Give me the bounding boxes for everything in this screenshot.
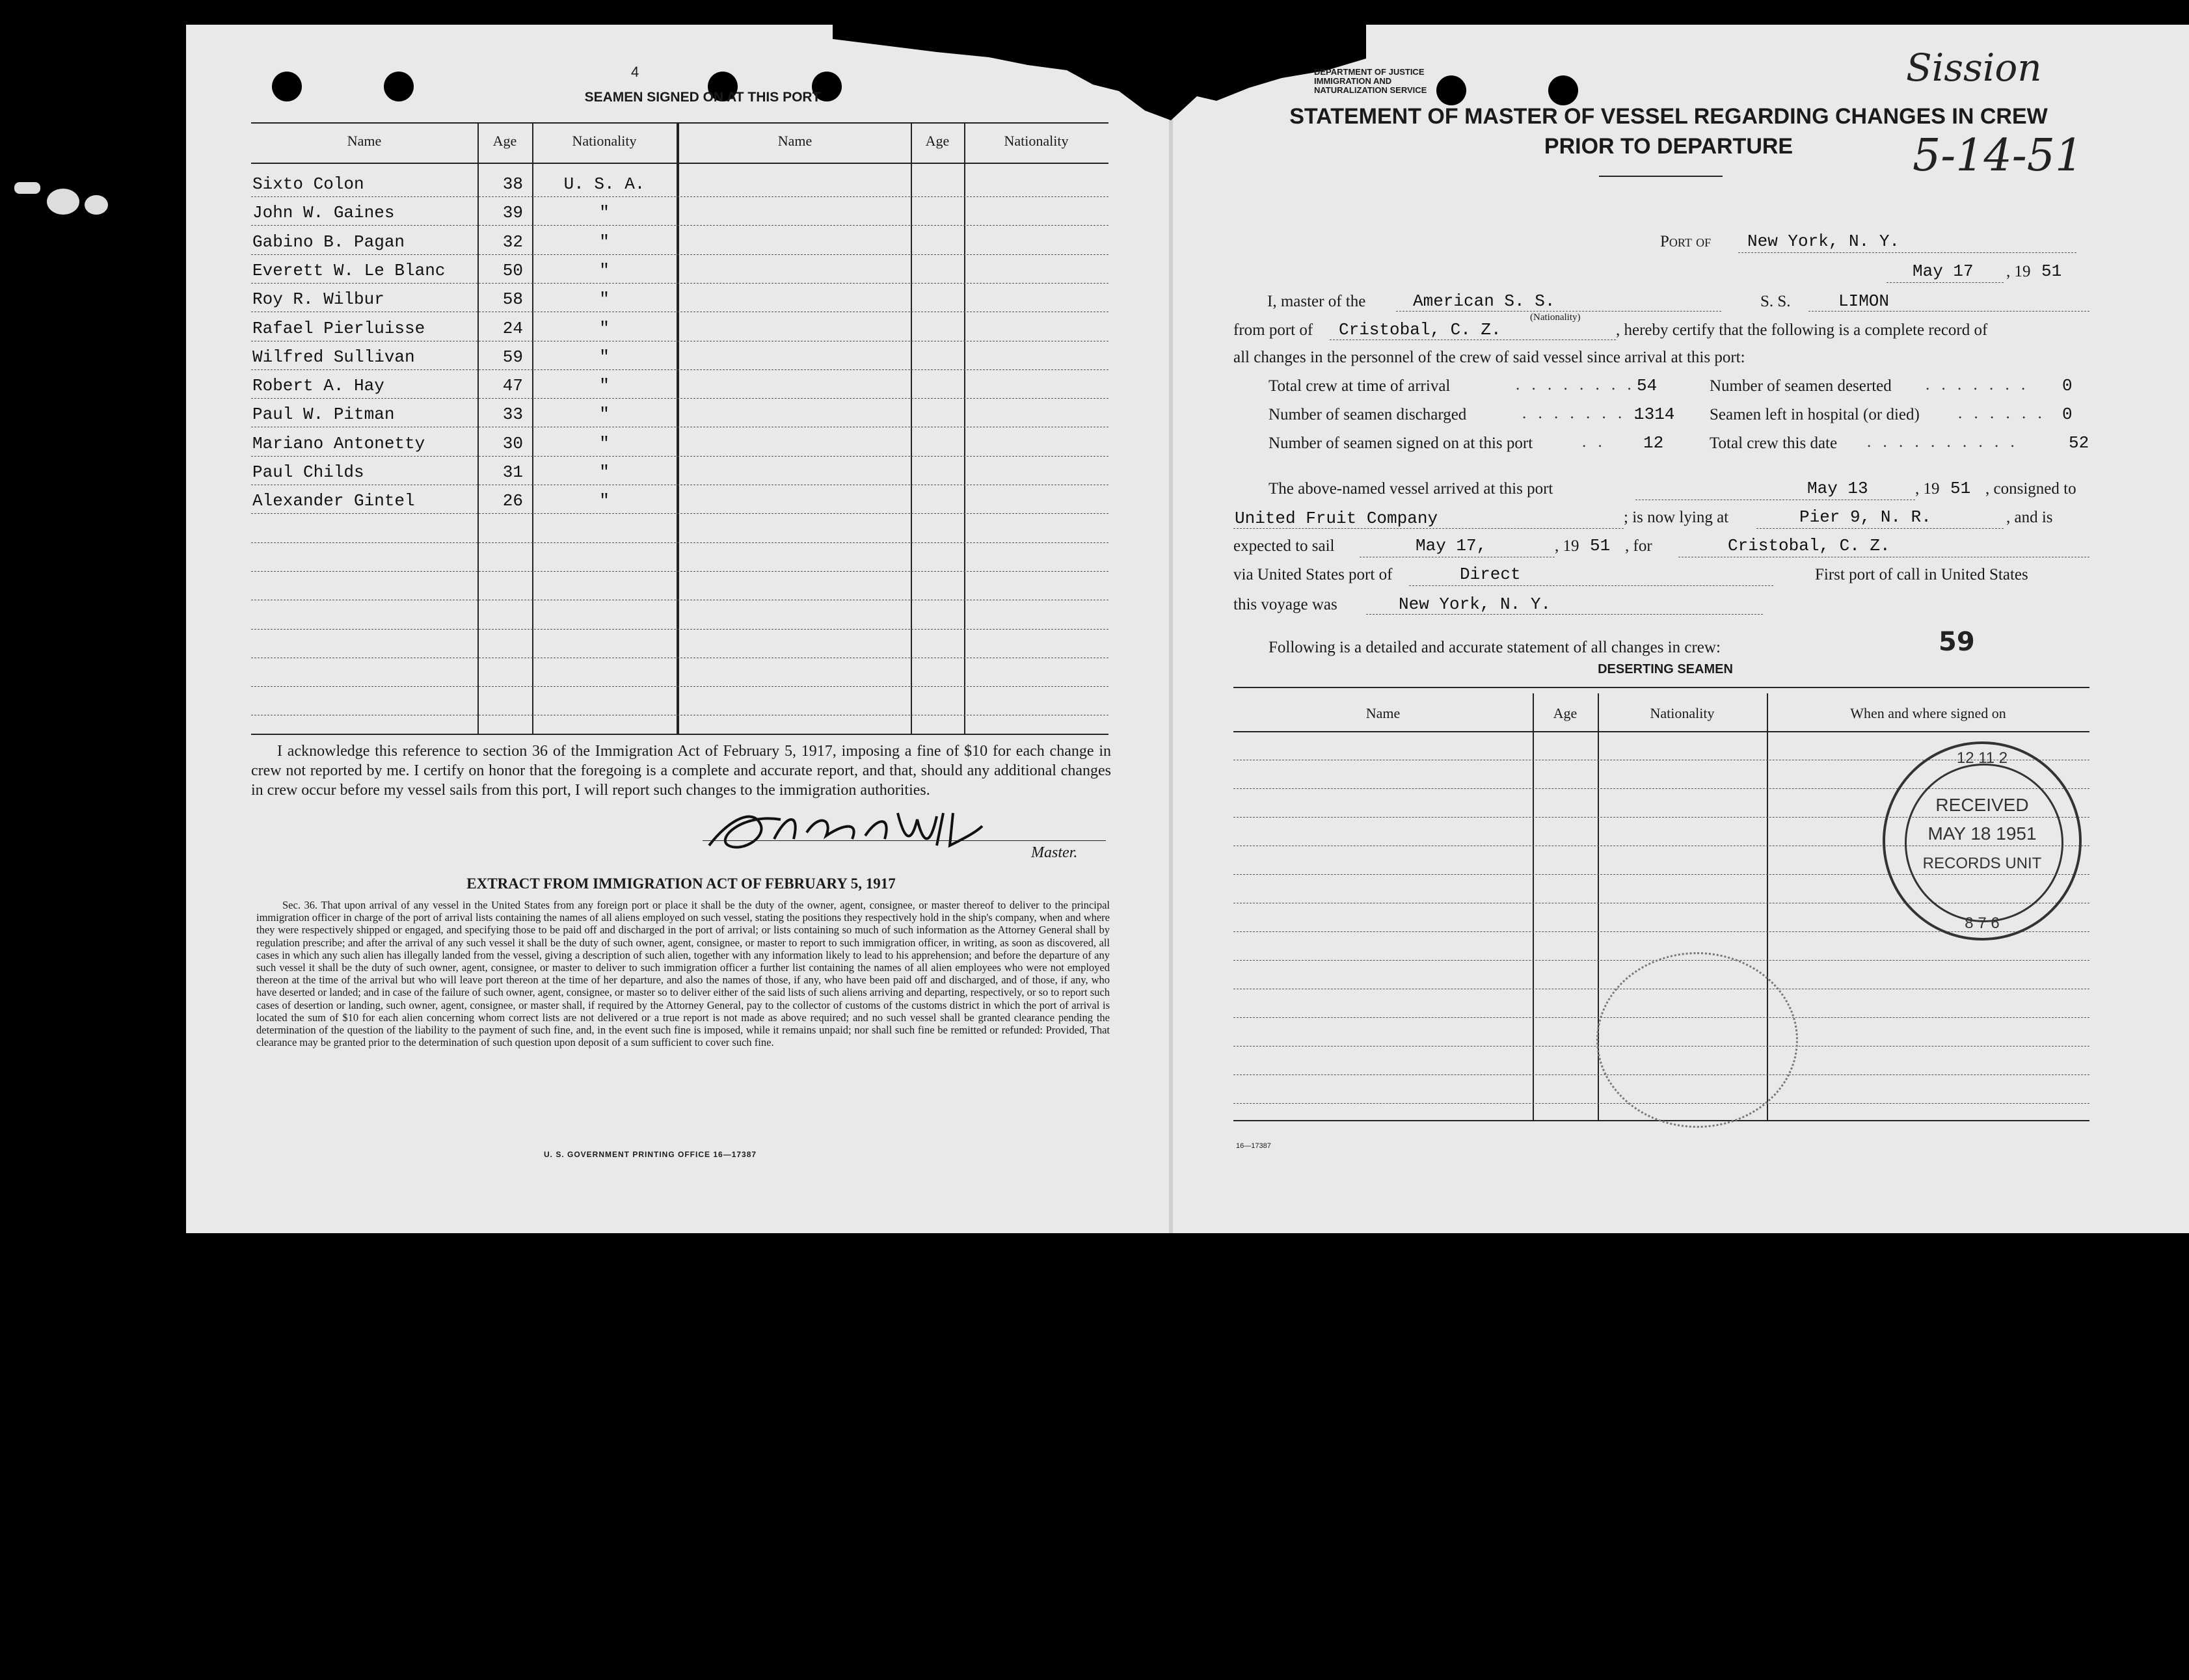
col-header-name: Name <box>777 133 812 149</box>
field-underline <box>1233 528 1624 529</box>
row-rule <box>251 571 1108 572</box>
field-underline <box>1887 282 2004 283</box>
stray-mark <box>14 176 112 234</box>
extract-title: EXTRACT FROM IMMIGRATION ACT OF FEBRUARY 5, 1917 <box>466 875 896 892</box>
seaman-nationality: " <box>599 203 610 223</box>
handwritten-date: 5-14-51 <box>1913 130 2084 181</box>
seaman-age: 33 <box>502 405 523 425</box>
col-divider <box>677 122 679 734</box>
row-rule <box>251 456 1108 457</box>
seaman-age: 24 <box>502 318 523 338</box>
deserting-table-top <box>1233 687 2089 688</box>
arrived-label: The above-named vessel arrived at this port <box>1269 480 1553 498</box>
stamp-date: MAY 18 1951 <box>1927 823 2037 844</box>
seamen-discharged-value: 1314 <box>1634 405 1675 424</box>
table-top-rule <box>251 122 1108 124</box>
voyage-label: this voyage was <box>1233 596 1337 613</box>
punch-hole <box>1548 75 1578 105</box>
seaman-age: 58 <box>502 289 523 310</box>
certify-text: , hereby certify that the following is a complete record of <box>1616 321 1988 339</box>
following-text: Following is a detailed and accurate statement of all changes in crew: <box>1269 639 1721 656</box>
leader-dots: . . . . . . . . <box>1522 405 1642 422</box>
field-underline <box>1396 311 1721 312</box>
col-header-name: Name <box>347 133 382 149</box>
row-rule <box>251 369 1108 370</box>
date-value: May 17 <box>1913 261 1974 281</box>
seaman-age: 30 <box>502 433 523 453</box>
deserting-title: DESERTING SEAMEN <box>1598 662 1733 676</box>
sail-year: 51 <box>1590 536 1611 555</box>
section-title: SEAMEN SIGNED ON AT THIS PORT <box>584 90 821 105</box>
changes-text: all changes in the personnel of the crew of said vessel since arrival at this port: <box>1233 349 1745 366</box>
leader-dots: . . . . . . <box>1958 405 2046 422</box>
seaman-age: 59 <box>502 347 523 367</box>
seaman-age: 38 <box>502 174 523 194</box>
row-rule <box>251 225 1108 226</box>
seaman-name: Wilfred Sullivan <box>252 347 415 367</box>
seaman-nationality: " <box>599 491 610 511</box>
seaman-age: 39 <box>502 203 523 223</box>
seamen-discharged-label: Number of seamen discharged <box>1269 406 1467 423</box>
nationality-caption: (Nationality) <box>1530 312 1581 323</box>
seaman-name: Paul W. Pitman <box>252 405 395 425</box>
seaman-nationality: " <box>599 347 610 367</box>
sail-date: May 17, <box>1416 536 1487 555</box>
col-header-age: Age <box>492 133 517 149</box>
handwritten-number: 59 <box>1939 627 1975 657</box>
voyage-value: New York, N. Y. <box>1399 594 1551 614</box>
leader-dots: . . <box>1582 433 1606 451</box>
col-header-age: Age <box>1553 705 1578 721</box>
consigned-label: , consigned to <box>1985 480 2076 498</box>
consignee-value: United Fruit Company <box>1235 509 1438 528</box>
seaman-nationality: " <box>599 433 610 453</box>
ss-label: S. S. <box>1760 293 1791 310</box>
via-label: via United States port of <box>1233 566 1393 583</box>
handwritten-name: Sission <box>1906 46 2042 90</box>
form-title: STATEMENT OF MASTER OF VESSEL REGARDING CHANGES IN CREW <box>1289 104 2048 129</box>
seaman-age: 26 <box>502 491 523 511</box>
acknowledgement-text: I acknowledge this reference to section 36 of the Immigration Act of February 5, 1917, imposing a fine of $10 for each change in crew not reported by me. I certify on honor that the foregoing is a complete and accurate report, and that, should any additional changes in crew occur before my vessel sails from this port, I will report such changes to the immigration authorities. <box>251 743 1111 799</box>
seamen-hospital-label: Seamen left in hospital (or died) <box>1710 406 1920 423</box>
printer-line: U. S. GOVERNMENT PRINTING OFFICE 16—17387 <box>544 1150 757 1159</box>
page-number: 4 <box>631 64 639 80</box>
col-header-when-where: When and where signed on <box>1850 705 2006 721</box>
total-crew-date-value: 52 <box>2069 433 2089 453</box>
col-header-nationality: Nationality <box>572 133 637 149</box>
total-crew-date-label: Total crew this date <box>1710 434 1838 452</box>
col-header-nationality: Nationality <box>1004 133 1069 149</box>
and-is-label: , and is <box>2006 509 2053 526</box>
field-underline <box>1808 311 2089 312</box>
row-rule <box>251 254 1108 255</box>
seaman-nationality: " <box>599 462 610 482</box>
row-rule <box>251 513 1108 514</box>
seaman-nationality: " <box>599 376 610 396</box>
leader-dots: . . . . . . . . . . <box>1867 433 2019 451</box>
year-value: 51 <box>2041 261 2062 281</box>
seaman-nationality: " <box>599 260 610 280</box>
port-value: New York, N. Y. <box>1747 232 1900 251</box>
lying-label: ; is now lying at <box>1624 509 1729 526</box>
faded-stamp <box>1596 952 1798 1128</box>
nationality-value: American S. S. <box>1413 291 1555 311</box>
seaman-nationality: " <box>599 289 610 310</box>
seaman-nationality: U. S. A. <box>563 174 645 194</box>
field-underline <box>1409 585 1773 586</box>
stamp-ring-bottom: 8 7 6 <box>1965 914 2000 932</box>
stamp-ring-top: 12 11 2 <box>1956 749 2008 767</box>
form-subtitle: PRIOR TO DEPARTURE <box>1544 134 1793 159</box>
col-divider <box>964 122 965 734</box>
col-divider <box>1533 693 1534 1120</box>
seaman-name: Roy R. Wilbur <box>252 289 384 310</box>
punch-hole <box>272 72 302 101</box>
seaman-nationality: " <box>599 318 610 338</box>
signature-line <box>703 840 1106 841</box>
total-crew-arrival-label: Total crew at time of arrival <box>1269 377 1451 395</box>
field-underline <box>1756 528 2004 529</box>
form-number: 16—17387 <box>1236 1142 1271 1150</box>
agency-header: DEPARTMENT OF JUSTICE IMMIGRATION AND NATURALIZATION SERVICE <box>1314 67 1427 95</box>
total-crew-arrival-value: 54 <box>1637 376 1658 395</box>
seaman-age: 32 <box>502 232 523 252</box>
punch-hole <box>384 72 414 101</box>
row-rule <box>251 196 1108 197</box>
master-label: Master. <box>1031 844 1078 861</box>
row-rule <box>251 542 1108 543</box>
port-label: Port of <box>1660 233 1712 250</box>
row-rule <box>251 398 1108 399</box>
for-label: , for <box>1625 537 1652 555</box>
leader-dots: . . . . . . . <box>1926 376 2030 393</box>
seaman-name: Robert A. Hay <box>252 376 384 396</box>
for-value: Cristobal, C. Z. <box>1728 536 1890 555</box>
seaman-name: Everett W. Le Blanc <box>252 260 446 280</box>
col-header-nationality: Nationality <box>1650 705 1715 721</box>
table-header-rule <box>251 163 1108 164</box>
seaman-age: 50 <box>502 260 523 280</box>
title-rule <box>1599 176 1723 177</box>
row-rule <box>251 629 1108 630</box>
seaman-name: Gabino B. Pagan <box>252 232 405 252</box>
stamp-received: RECEIVED <box>1935 795 2029 815</box>
row-rule <box>251 686 1108 687</box>
first-port-label: First port of call in United States <box>1815 566 2028 583</box>
via-value: Direct <box>1460 565 1521 584</box>
col-header-age: Age <box>925 133 950 149</box>
vessel-name: LIMON <box>1838 291 1890 311</box>
col-divider <box>911 122 912 734</box>
seaman-name: Rafael Pierluisse <box>252 318 425 338</box>
seamen-signed-label: Number of seamen signed on at this port <box>1269 434 1533 452</box>
field-underline <box>1366 614 1763 615</box>
seaman-name: Alexander Gintel <box>252 491 415 511</box>
seamen-signed-value: 12 <box>1643 433 1664 453</box>
deserting-table-header-rule <box>1233 731 2089 732</box>
extract-text: Sec. 36. That upon arrival of any vessel in the United States from any foreign port or place it shall be the duty of the owner, agent, consignee, or master thereof to deliver to the principal immigration officer in charge of the port of arrival lists containing the names of all aliens employed on such vessel, stating the positions they respectively hold in the ship's company, when and where they were respectively shipped or engaged, and specifying those to be paid off and discharged in the port of arrival; or lists containing so much of such information as the Attorney General shall by regulation prescribe; and after the arrival of any such vessel it shall be the duty of such owner, agent, consignee, or master to report to such immigration officer, in writing, as soon as discovered, all cases in which any such alien has illegally landed from the vessel, giving a description of such alien, together with any information likely to lead to his apprehension; and before the departure of any such vessel it shall be the duty of such owner, agent, consignee, or master to deliver to such immigration officer a further list containing the names of all alien employees who were not employed thereon at the time of the arrival but who will leave port thereon at the time of her departure, and also the names of those, if any, who have been paid off and discharged, and of those, if any, who have deserted or landed; and in case of the failure of such owner, agent, consignee, or master so to deliver either of the said lists of such aliens arriving and departing, respectively, or so to report such cases of desertion or landing, such owner, agent, consignee, or master shall, if required by the Attorney General, pay to the collector of customs of the customs district in which the port of arrival is located the sum of $10 for each alien concerning whom correct lists are not delivered or a true report is not made as above required; and no such vessel shall be granted clearance pending the determination of the question of the liability to the payment of such fine, and, in the event such fine is imposed, while it remains unpaid; nor shall such fine be remitted or refunded: Provided, That clearance may be granted prior to the determination of such question upon deposit of a sum sufficient to cover such fine. <box>256 899 1110 1049</box>
year-prefix: , 19 <box>2006 263 2031 280</box>
arrived-year-prefix: , 19 <box>1915 480 1940 498</box>
stamp-unit: RECORDS UNIT <box>1922 855 2042 872</box>
lying-value: Pier 9, N. R. <box>1799 507 1931 527</box>
page-gutter <box>1169 25 1173 1233</box>
seaman-name: John W. Gaines <box>252 203 395 223</box>
sail-year-prefix: , 19 <box>1555 537 1579 555</box>
table-bottom-rule <box>251 734 1108 735</box>
master-signature <box>703 800 1067 859</box>
leader-dots: . . . . . . . . <box>1516 376 1635 393</box>
col-header-name: Name <box>1365 705 1401 721</box>
arrived-year: 51 <box>1950 479 1971 498</box>
seaman-age: 31 <box>502 462 523 482</box>
seaman-name: Sixto Colon <box>252 174 364 194</box>
seamen-deserted-label: Number of seamen deserted <box>1710 377 1892 395</box>
arrived-date: May 13 <box>1807 479 1868 498</box>
field-underline <box>1738 252 2076 253</box>
expected-label: expected to sail <box>1233 537 1335 555</box>
seamen-deserted-value: 0 <box>2062 376 2073 395</box>
seamen-hospital-value: 0 <box>2062 405 2073 424</box>
seaman-nationality: " <box>599 405 610 425</box>
from-port-value: Cristobal, C. Z. <box>1339 320 1501 340</box>
received-stamp <box>1883 741 2082 940</box>
master-of-label: I, master of the <box>1267 293 1366 310</box>
seaman-name: Paul Childs <box>252 462 364 482</box>
seaman-name: Mariano Antonetty <box>252 433 425 453</box>
seaman-nationality: " <box>599 232 610 252</box>
seaman-age: 47 <box>502 376 523 396</box>
row-rule <box>251 283 1108 284</box>
from-port-label: from port of <box>1233 321 1313 339</box>
